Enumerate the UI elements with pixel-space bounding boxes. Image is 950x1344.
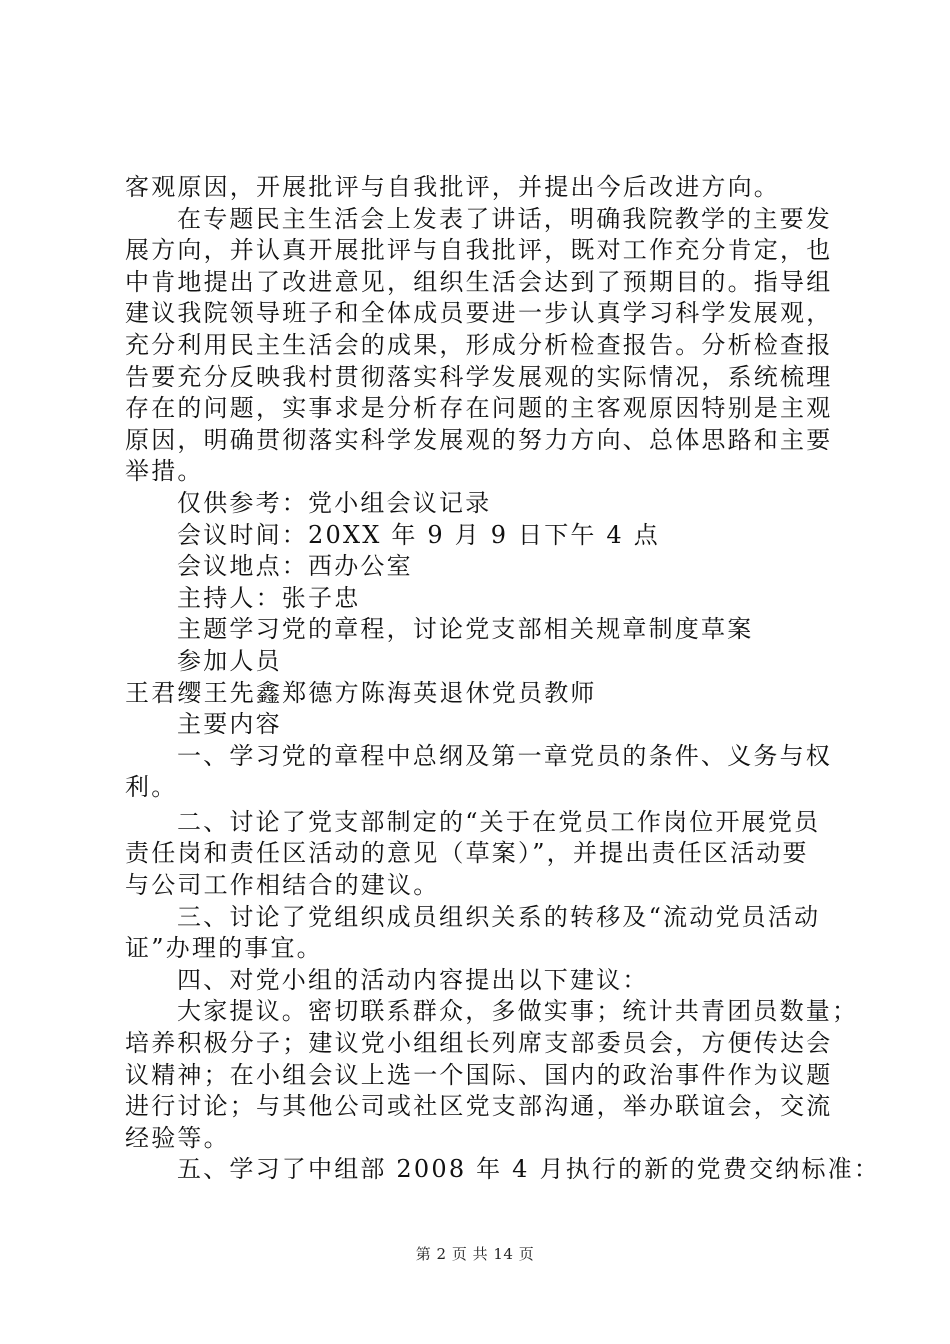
text-line: 参加人员 bbox=[177, 646, 282, 675]
text-line: 充分利用民主生活会的成果，形成分析检查报告。分析检查报 bbox=[125, 330, 833, 359]
text-line: 责任岗和责任区活动的意见（草案）”，并提出责任区活动要 bbox=[125, 839, 809, 868]
text-line: 与公司工作相结合的建议。 bbox=[125, 871, 440, 900]
page-footer: 第 2 页 共 14 页 bbox=[415, 1245, 535, 1263]
text-line: 大家提议。密切联系群众，多做实事；统计共青团员数量； bbox=[177, 997, 859, 1026]
text-line: 五、学习了中组部 2008 年 4 月执行的新的党费交纳标准： bbox=[177, 1155, 881, 1184]
text-line: 三、讨论了党组织成员组织关系的转移及“流动党员活动 bbox=[177, 902, 821, 931]
text-line: 展方向，并认真开展批评与自我批评，既对工作充分肯定，也 bbox=[125, 236, 833, 265]
text-line: 培养积极分子；建议党小组组长列席支部委员会，方便传达会 bbox=[125, 1029, 833, 1058]
text-line: 中肯地提出了改进意见，组织生活会达到了预期目的。指导组 bbox=[125, 267, 833, 296]
text-line: 在专题民主生活会上发表了讲话，明确我院教学的主要发 bbox=[177, 204, 832, 233]
text-line: 二、讨论了党支部制定的“关于在党员工作岗位开展党员 bbox=[177, 807, 821, 836]
text-line: 建议我院领导班子和全体成员要进一步认真学习科学发展观， bbox=[125, 299, 833, 328]
text-line: 客观原因，开展批评与自我批评，并提出今后改进方向。 bbox=[125, 173, 780, 201]
text-line: 进行讨论；与其他公司或社区党支部沟通，举办联谊会，交流 bbox=[125, 1092, 833, 1121]
text-line: 主持人：张子忠 bbox=[177, 583, 361, 612]
text-line: 一、学习党的章程中总纲及第一章党员的条件、义务与权 bbox=[177, 741, 832, 770]
text-line: 会议时间：20XX 年 9 月 9 日下午 4 点 bbox=[177, 520, 660, 549]
text-line: 主要内容 bbox=[177, 710, 282, 739]
text-line: 议精神；在小组会议上选一个国际、国内的政治事件作为议题 bbox=[125, 1060, 833, 1089]
text-line: 王君缨王先鑫郑德方陈海英退休党员教师 bbox=[125, 678, 597, 707]
text-line: 证”办理的事宜。 bbox=[125, 934, 323, 963]
text-line: 存在的问题，实事求是分析存在问题的主客观原因特别是主观 bbox=[125, 394, 833, 423]
text-line: 原因，明确贯彻落实科学发展观的努力方向、总体思路和主要 bbox=[125, 425, 833, 454]
text-line: 经验等。 bbox=[125, 1123, 230, 1152]
text-line: 举措。 bbox=[125, 457, 204, 486]
document-body bbox=[125, 172, 881, 1186]
text-line: 利。 bbox=[125, 773, 178, 802]
text-line: 告要充分反映我村贯彻落实科学发展观的实际情况，系统梳理 bbox=[125, 362, 833, 391]
text-line: 四、对党小组的活动内容提出以下建议： bbox=[177, 965, 649, 994]
text-line: 会议地点：西办公室 bbox=[177, 552, 413, 581]
text-line: 仅供参考：党小组会议记录 bbox=[177, 488, 492, 517]
text-line: 主题学习党的章程，讨论党支部相关规章制度草案 bbox=[177, 615, 754, 644]
